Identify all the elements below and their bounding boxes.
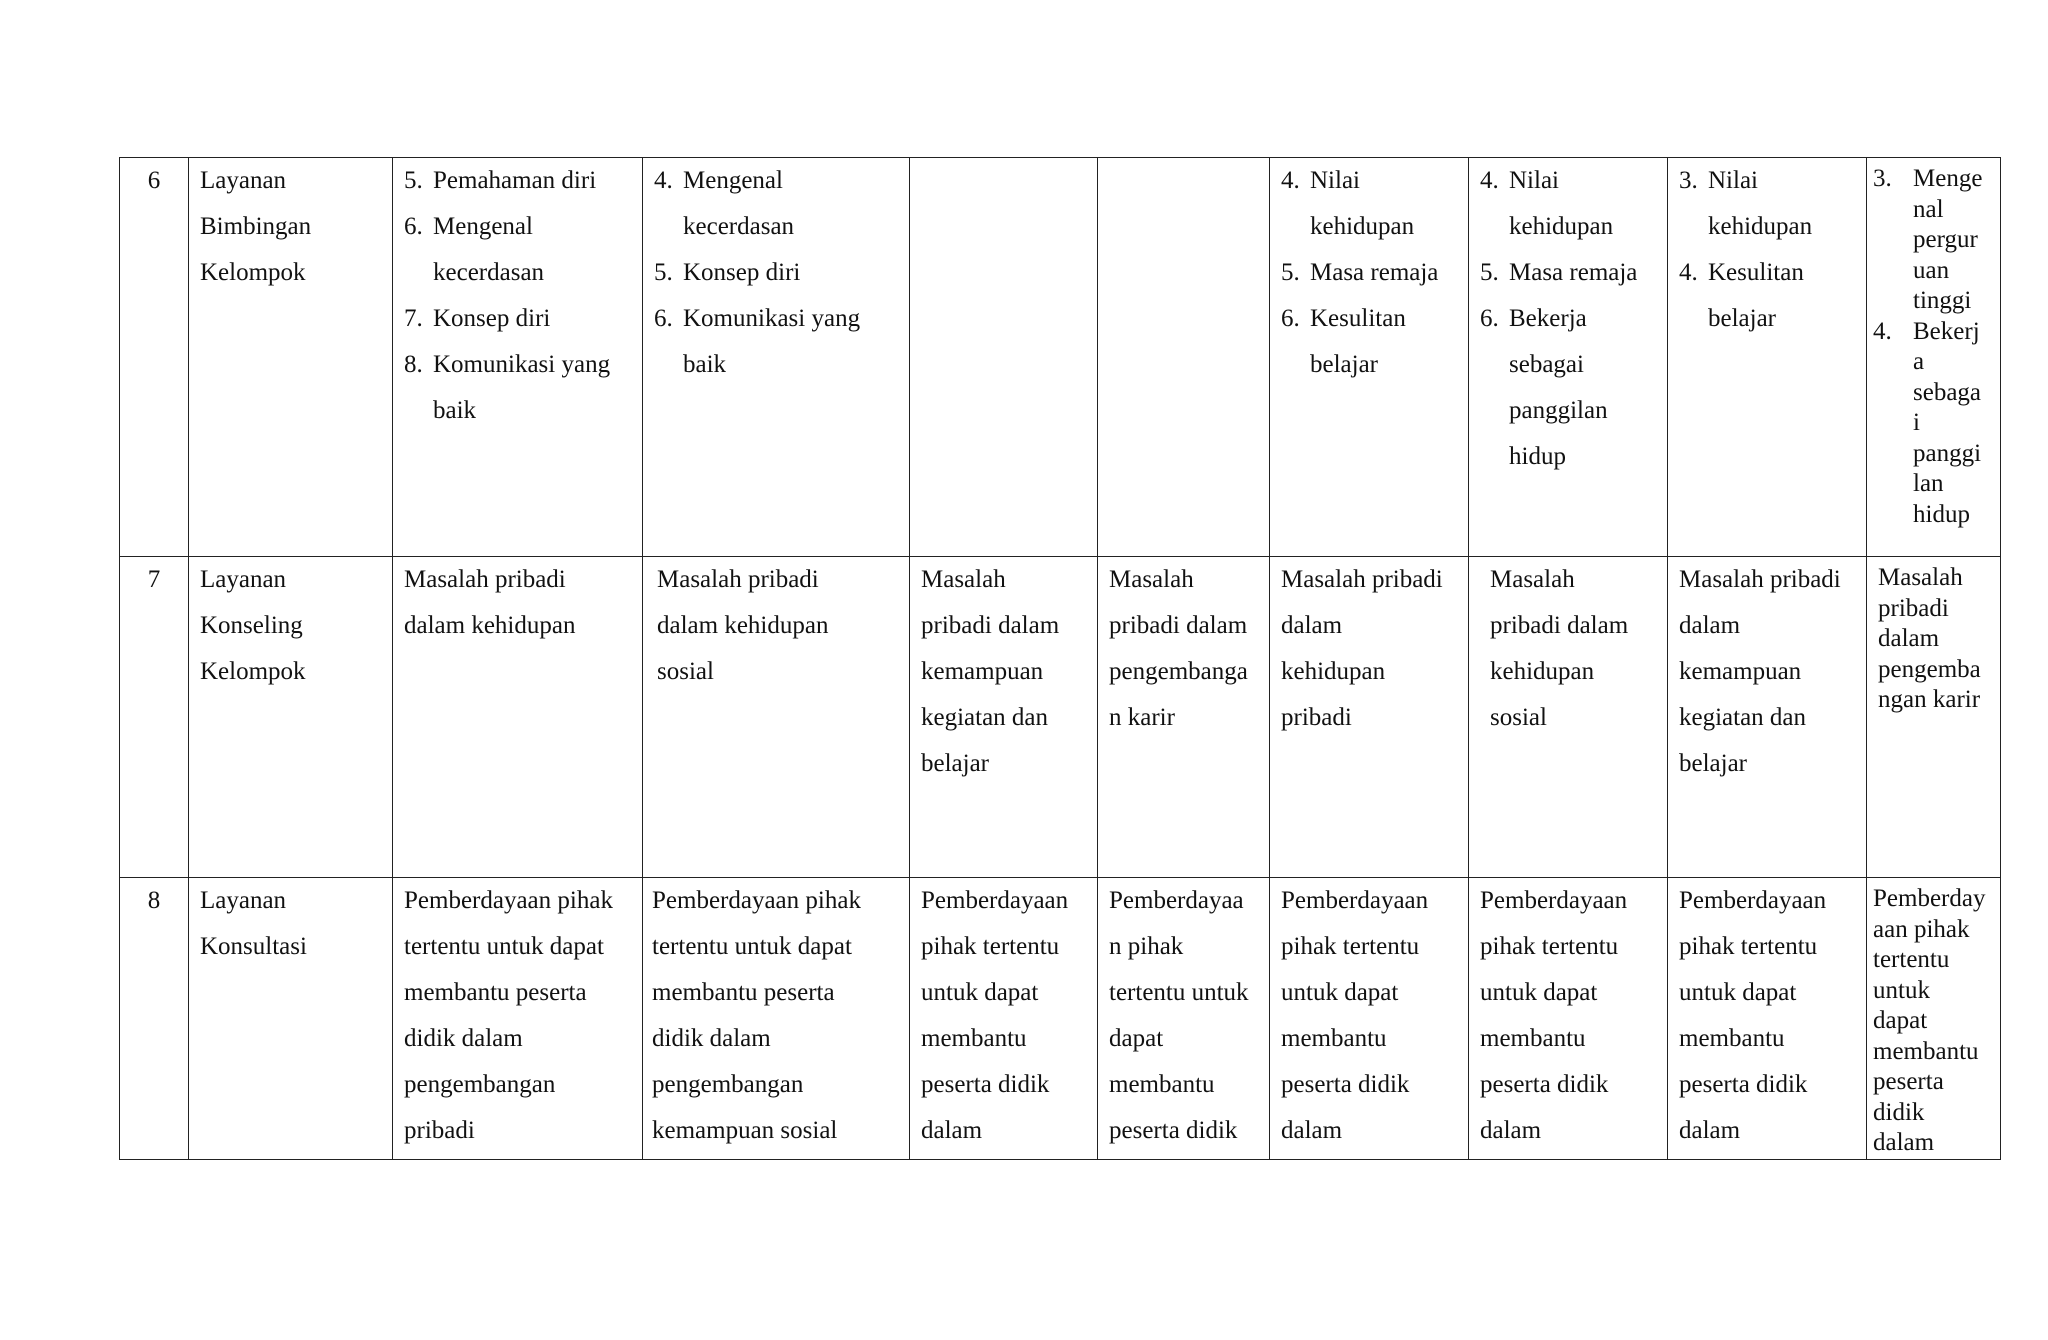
list-item: [1480, 250, 1659, 296]
list-item-text: nal: [1913, 195, 1944, 223]
cell-text: pribadi dalam: [1490, 612, 1629, 639]
list-item-text: panggi: [1913, 439, 1982, 467]
cell-text: kemampuan sosial: [652, 1117, 838, 1144]
cell-text: untuk dapat: [1679, 979, 1797, 1006]
cell-text: Pemberdayaan: [1679, 887, 1827, 914]
cell-text: sosial: [1490, 704, 1547, 731]
cell-text: didik: [1873, 1098, 1925, 1126]
list-item-text: kehidupan: [1708, 213, 1813, 240]
topic-cell: [1270, 557, 1469, 878]
table-row: [120, 158, 2001, 557]
cell-text: untuk: [1873, 976, 1930, 1004]
list-item-number: 5.: [1480, 259, 1499, 286]
topic-cell: [1469, 158, 1668, 557]
topic-cell: [1867, 878, 2001, 1160]
cell-text: pribadi: [1878, 594, 1949, 622]
cell-text: kemampuan: [921, 658, 1044, 685]
list-item-text: baik: [433, 397, 477, 424]
cell-text: Pemberdayaa: [1109, 887, 1244, 914]
cell-text: n karir: [1109, 704, 1175, 731]
cell-text: belajar: [1679, 750, 1748, 777]
cell-text: Masalah pribadi: [1679, 566, 1841, 593]
cell-text: Masalah: [1490, 566, 1575, 593]
list-item-text: kecerdasan: [433, 259, 545, 286]
cell-text: membantu: [921, 1025, 1027, 1052]
topic-cell: [1668, 878, 1867, 1160]
cell-text: dalam: [1873, 1129, 1935, 1156]
cell-text: pribadi: [1281, 704, 1352, 731]
list-item-text: Menge: [1913, 165, 1983, 192]
cell-text: n pihak: [1109, 933, 1184, 960]
cell-text: Pemberdayaan: [1480, 887, 1628, 914]
list-item-text: sebagai: [1509, 351, 1584, 378]
list-item-number: 7.: [404, 305, 423, 332]
list-item-text: hidup: [1913, 500, 1970, 528]
list-item: [404, 204, 634, 296]
cell-text: kehidupan: [1490, 658, 1595, 685]
cell-text: peserta didik: [1109, 1117, 1238, 1144]
topic-cell: [393, 557, 643, 878]
list-item-text: Nilai: [1310, 167, 1360, 194]
cell-text: untuk dapat: [1281, 979, 1399, 1006]
list-item-text: panggilan: [1509, 397, 1608, 424]
list-item-text: Mengenal: [433, 213, 533, 240]
cell-text: untuk dapat: [921, 979, 1039, 1006]
cell-text: dalam: [921, 1117, 983, 1144]
list-item-number: 3.: [1873, 165, 1892, 192]
topic-cell: [1098, 878, 1270, 1160]
list-item-text: belajar: [1708, 305, 1777, 332]
table-row: [120, 878, 2001, 1160]
list-item-text: uan: [1913, 256, 1950, 284]
service-name-line: Konseling: [200, 612, 303, 639]
cell-text: dalam kehidupan: [657, 612, 829, 639]
service-name-line: Kelompok: [200, 259, 306, 286]
service-name-cell: [189, 557, 393, 878]
list-item-text: tinggi: [1913, 287, 1972, 314]
list-item-text: Masa remaja: [1509, 259, 1638, 286]
cell-text: ngan karir: [1878, 686, 1981, 713]
cell-text: dapat: [1873, 1007, 1928, 1034]
cell-text: pihak tertentu: [1679, 933, 1818, 960]
row-number-cell: [120, 158, 189, 557]
cell-text: pribadi: [404, 1117, 475, 1144]
cell-text: Pemberdayaan pihak: [652, 887, 861, 914]
list-item-text: Nilai: [1509, 167, 1559, 194]
cell-text: membantu: [1281, 1025, 1387, 1052]
cell-text: tertentu: [1873, 946, 1950, 973]
list-item: [1480, 296, 1659, 480]
list-item-text: pergur: [1913, 226, 1978, 253]
cell-text: tertentu untuk dapat: [652, 933, 852, 960]
list-item-text: Bekerj: [1913, 317, 1980, 345]
topic-cell: [1098, 557, 1270, 878]
service-name-line: Bimbingan: [200, 213, 312, 240]
cell-text: peserta didik: [1281, 1071, 1410, 1098]
topic-cell: [1270, 878, 1469, 1160]
list-item: [1873, 164, 1996, 317]
cell-text: Pemberdayaan: [921, 887, 1069, 914]
list-item-number: 3.: [1679, 167, 1698, 194]
cell-text: Masalah pribadi: [657, 566, 819, 593]
cell-text: Masalah pribadi: [404, 566, 566, 593]
cell-text: peserta didik: [921, 1071, 1050, 1098]
list-item-text: baik: [683, 351, 727, 378]
cell-text: membantu: [1480, 1025, 1586, 1052]
row-number: 6: [147, 167, 161, 194]
cell-text: Masalah: [921, 566, 1006, 593]
cell-text: peserta: [1873, 1068, 1944, 1095]
cell-text: pribadi dalam: [1109, 612, 1248, 639]
service-name-line: Kelompok: [200, 658, 306, 685]
list-item-text: a: [1913, 348, 1925, 375]
cell-text: dalam kehidupan: [404, 612, 576, 639]
list-item: [1873, 317, 1996, 531]
topic-cell: [643, 557, 910, 878]
list-item: [1480, 158, 1659, 250]
list-item-text: lan: [1913, 470, 1944, 497]
list-item: [1281, 158, 1460, 250]
service-name-line: Layanan: [200, 566, 287, 593]
list-item-text: hidup: [1509, 443, 1566, 470]
cell-text: membantu: [1109, 1071, 1215, 1098]
topic-cell: [1469, 878, 1668, 1160]
cell-text: Pemberdayaan: [1281, 887, 1429, 914]
list-item: [404, 158, 634, 204]
list-item-text: Bekerja: [1509, 305, 1587, 332]
list-item: [1281, 250, 1460, 296]
cell-text: didik dalam: [652, 1025, 771, 1052]
cell-text: peserta didik: [1679, 1071, 1808, 1098]
cell-text: dalam: [1679, 612, 1741, 639]
list-item-number: 6.: [1281, 305, 1300, 332]
cell-text: kegiatan dan: [921, 704, 1049, 731]
cell-text: membantu peserta: [404, 979, 587, 1006]
cell-text: peserta didik: [1480, 1071, 1609, 1098]
cell-text: Pemberday: [1873, 885, 1986, 912]
cell-text: dalam: [1679, 1117, 1741, 1144]
cell-text: membantu peserta: [652, 979, 835, 1006]
service-name-line: Layanan: [200, 167, 287, 194]
cell-text: dalam: [1281, 1117, 1343, 1144]
list-item-text: Kesulitan: [1708, 259, 1804, 286]
topic-cell: [910, 557, 1098, 878]
row-number: 7: [147, 566, 161, 593]
topic-cell: [910, 878, 1098, 1160]
list-item-number: 6.: [1480, 305, 1499, 332]
cell-text: Masalah: [1109, 566, 1194, 593]
cell-text: kemampuan: [1679, 658, 1802, 685]
list-item-text: i: [1913, 409, 1920, 436]
cell-text: tertentu untuk dapat: [404, 933, 604, 960]
service-name-line: Layanan: [200, 887, 287, 914]
cell-text: dalam: [1480, 1117, 1542, 1144]
services-table: [119, 157, 2001, 1160]
service-name-line: Konsultasi: [200, 933, 307, 960]
list-item: [1281, 296, 1460, 388]
list-item-text: belajar: [1310, 351, 1379, 378]
table-row: [120, 557, 2001, 878]
list-item-text: Konsep diri: [433, 305, 551, 332]
list-item-number: 5.: [404, 167, 423, 194]
list-item: [404, 296, 634, 342]
cell-text: dalam: [1281, 612, 1343, 639]
list-item: [404, 342, 634, 434]
service-name-cell: [189, 158, 393, 557]
list-item-number: 5.: [654, 259, 673, 286]
row-number: 8: [147, 887, 161, 914]
cell-text: membantu: [1873, 1037, 1979, 1065]
list-item-text: kecerdasan: [683, 213, 795, 240]
topic-cell: [393, 878, 643, 1160]
cell-text: pengemba: [1878, 655, 1981, 683]
cell-text: pihak tertentu: [1281, 933, 1420, 960]
cell-text: kegiatan dan: [1679, 704, 1807, 731]
topic-cell: [393, 158, 643, 557]
cell-text: belajar: [921, 750, 990, 777]
topic-cell: [1270, 158, 1469, 557]
empty-cell: [910, 158, 1098, 557]
list-item-number: 5.: [1281, 259, 1300, 286]
topic-cell: [643, 878, 910, 1160]
list-item-number: 4.: [654, 167, 673, 194]
topic-cell: [1867, 557, 2001, 878]
empty-cell: [1098, 158, 1270, 557]
cell-text: tertentu untuk: [1109, 979, 1249, 1006]
list-item-number: 4.: [1679, 259, 1698, 286]
topic-cell: [643, 158, 910, 557]
cell-text: pengembanga: [1109, 658, 1248, 685]
list-item-text: Mengenal: [683, 167, 783, 194]
cell-text: pengembangan: [404, 1071, 556, 1098]
cell-text: sosial: [657, 658, 714, 685]
list-item-text: sebaga: [1913, 378, 1982, 406]
list-item-number: 6.: [654, 305, 673, 332]
list-item-text: Komunikasi yang: [433, 351, 611, 378]
topic-cell: [1668, 557, 1867, 878]
cell-text: untuk dapat: [1480, 979, 1598, 1006]
list-item: [654, 296, 901, 388]
list-item-number: 4.: [1480, 167, 1499, 194]
cell-text: pihak tertentu: [921, 933, 1060, 960]
topic-cell: [1668, 158, 1867, 557]
cell-text: didik dalam: [404, 1025, 523, 1052]
list-item-text: kehidupan: [1509, 213, 1614, 240]
list-item-text: Konsep diri: [683, 259, 801, 286]
list-item-text: Kesulitan: [1310, 305, 1406, 332]
topic-cell: [1867, 158, 2001, 557]
service-name-cell: [189, 878, 393, 1160]
list-item-number: 6.: [404, 213, 423, 240]
cell-text: dalam: [1878, 625, 1940, 652]
list-item-text: Pemahaman diri: [433, 167, 597, 194]
list-item-text: kehidupan: [1310, 213, 1415, 240]
cell-text: pribadi dalam: [921, 612, 1060, 639]
list-item: [654, 250, 901, 296]
list-item: [1679, 250, 1858, 342]
list-item-number: 8.: [404, 351, 423, 378]
list-item-text: Nilai: [1708, 167, 1758, 194]
topic-cell: [1469, 557, 1668, 878]
list-item-number: 4.: [1873, 317, 1892, 345]
list-item-text: Komunikasi yang: [683, 305, 861, 332]
list-item-number: 4.: [1281, 167, 1300, 194]
cell-text: Pemberdayaan pihak: [404, 887, 613, 914]
cell-text: membantu: [1679, 1025, 1785, 1052]
list-item: [1679, 158, 1858, 250]
list-item: [654, 158, 901, 250]
cell-text: dapat: [1109, 1025, 1164, 1052]
cell-text: aan pihak: [1873, 915, 1970, 943]
cell-text: kehidupan: [1281, 658, 1386, 685]
cell-text: Masalah pribadi: [1281, 566, 1443, 593]
cell-text: pengembangan: [652, 1071, 804, 1098]
cell-text: Masalah: [1878, 564, 1963, 591]
row-number-cell: [120, 557, 189, 878]
row-number-cell: [120, 878, 189, 1160]
list-item-text: Masa remaja: [1310, 259, 1439, 286]
cell-text: pihak tertentu: [1480, 933, 1619, 960]
